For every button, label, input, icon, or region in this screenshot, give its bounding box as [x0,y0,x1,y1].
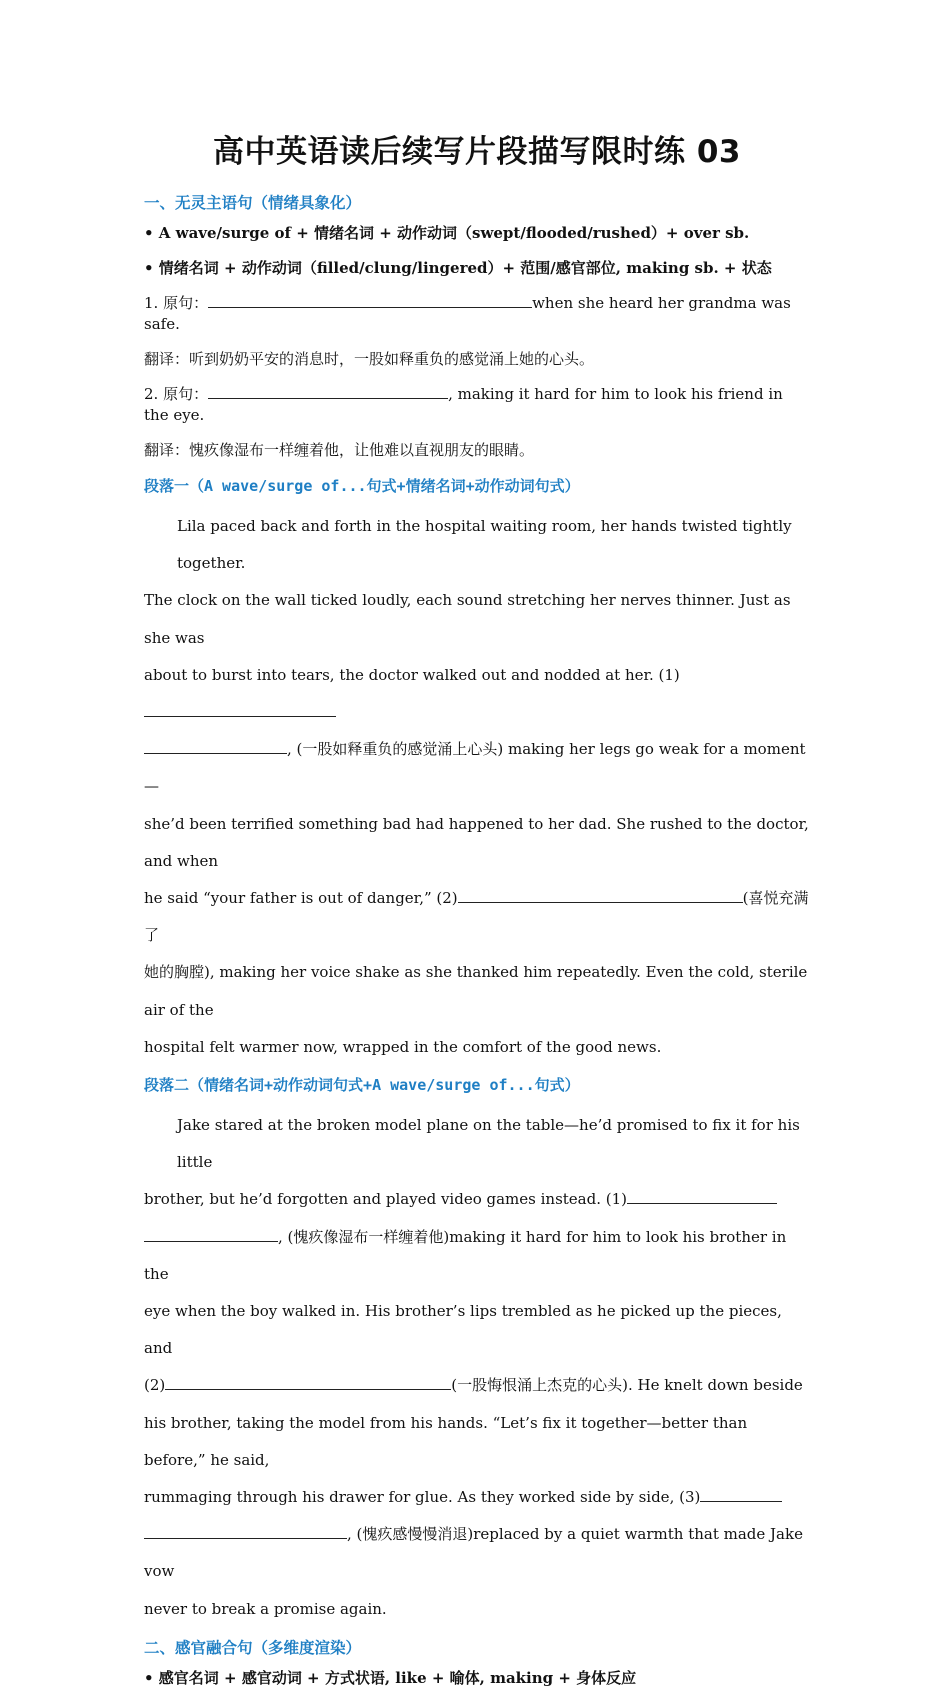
answer-blank[interactable] [208,384,448,399]
paragraph-line: his brother, taking the model from his hands. “Let’s fix it together—better than before,” he said, [144,1413,748,1469]
paragraph-text: , (愧疚像湿布一样缠着他)making it hard for him to look his brother in the [144,1227,787,1283]
paragraph-line [144,1367,810,1404]
paragraph-text: (喜悦充满了 [144,889,809,945]
exercise-item-2 [144,384,810,426]
paragraph-line: 她的胸膛), making her voice shake as she thanked him repeatedly. Even the cold, sterile air of the [144,963,808,1019]
paragraph-2 [144,1107,810,1628]
paragraph-line: Lila paced back and forth in the hospital waiting room, her hands twisted tightly together. [177,517,792,573]
paragraph-line [144,880,810,954]
item-2-translation: 翻译：愧疚像湿布一样缠着他，让他难以直视朋友的眼睛。 [144,441,535,459]
paragraph-line: The clock on the wall ticked loudly, each sound stretching her nerves thinner. Just as she was [144,591,791,647]
paragraph-1 [144,508,810,1066]
exercise-item-1 [144,293,810,335]
answer-blank[interactable] [144,739,287,754]
paragraph-line: eye when the boy walked in. His brother’s lips trembled as he picked up the pieces, and [144,1302,782,1358]
paragraph-text: about to burst into tears, the doctor walked out and nodded at her. (1) [144,665,680,684]
answer-blank[interactable] [700,1487,782,1502]
item-2-prefix: 2. 原句： [144,385,209,403]
section-heading-2: 二、感官融合句（多维度渲染） [144,1638,362,1657]
paragraph-line: she’d been terrified something bad had happened to her dad. She rushed to the doctor, and when [144,814,809,870]
paragraph-text: (一股悔恨涌上杰克的心头). He knelt down beside [451,1376,803,1395]
answer-blank[interactable] [458,888,743,903]
answer-blank[interactable] [627,1189,777,1204]
section-heading-1: 一、无灵主语句（情绪具象化） [144,194,362,212]
paragraph-line [144,1516,810,1590]
item-1-suffix: when she heard her grandma was safe. [144,294,791,333]
paragraph-2-heading: 段落二（情绪名词+动作动词句式+A wave/surge of...句式） [144,1076,580,1095]
paragraph-1-heading: 段落一（A wave/surge of...句式+情绪名词+动作动词句式） [144,477,580,495]
item-1-translation: 翻译：听到奶奶平安的消息时，一股如释重负的感觉涌上她的心头。 [144,350,595,368]
item-1-prefix: 1. 原句： [144,294,209,312]
paragraph-line [144,657,810,731]
paragraph-line [144,1479,810,1516]
paragraph-text: , (愧疚感慢慢消退)replaced by a quiet warmth that made Jake vow [144,1525,803,1581]
answer-blank[interactable] [144,1524,347,1539]
paragraph-line: hospital felt warmer now, wrapped in the comfort of the good news. [144,1037,662,1056]
answer-blank[interactable] [165,1375,451,1390]
answer-blank[interactable] [144,1227,278,1242]
item-2-suffix: , making it hard for him to look his friend in the eye. [144,385,783,424]
paragraph-text: , (一股如释重负的感觉涌上心头) making her legs go weak for a moment— [144,740,806,796]
paragraph-text: rummaging through his drawer for glue. As they worked side by side, (3) [144,1488,701,1507]
pattern-bullet-3: • 感官名词 + 感官动词 + 方式状语, like + 喻体, making + 身体反应 [144,1668,637,1687]
document-page [144,126,810,1703]
paragraph-line: Jake stared at the broken model plane on the table—he’d promised to fix it for his little [177,1116,800,1172]
paragraph-text: (2) [144,1376,166,1395]
paragraph-line [144,1181,810,1218]
paragraph-text: he said “your father is out of danger,” (2) [144,889,458,908]
answer-blank[interactable] [144,702,336,717]
pattern-bullet-1: • A wave/surge of + 情绪名词 + 动作动词（swept/flooded/rushed）+ over sb. [144,224,750,242]
paragraph-line [144,1219,810,1293]
page-title: 高中英语读后续写片段描写限时练 03 [213,134,741,170]
pattern-bullet-2: • 情绪名词 + 动作动词（filled/clung/lingered）+ 范围/感官部位, making sb. + 状态 [144,259,772,277]
paragraph-line: never to break a promise again. [144,1599,387,1618]
paragraph-line [144,731,810,805]
answer-blank[interactable] [208,293,532,308]
paragraph-text: brother, but he’d forgotten and played video games instead. (1) [144,1190,627,1209]
